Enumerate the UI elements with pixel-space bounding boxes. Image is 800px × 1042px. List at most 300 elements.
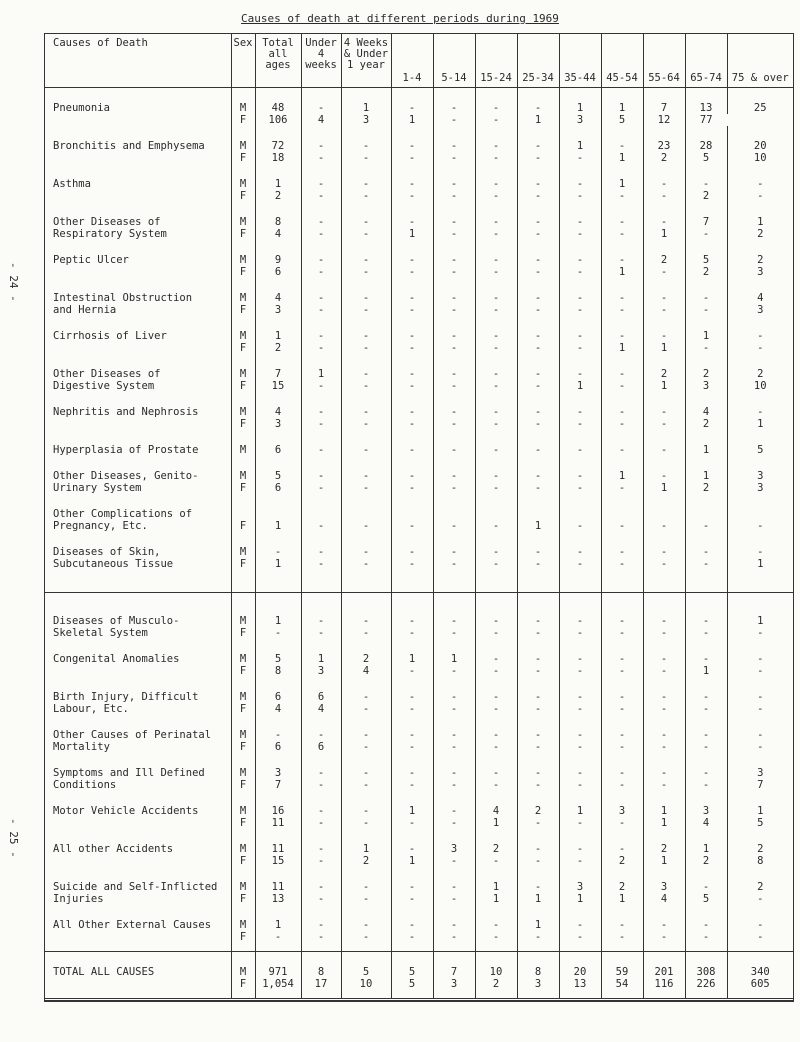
count-value: - bbox=[757, 741, 764, 753]
count-value: - bbox=[450, 767, 458, 779]
count-cell bbox=[559, 140, 601, 152]
count-cell bbox=[517, 330, 559, 342]
count-value: - bbox=[576, 558, 584, 570]
count-cell bbox=[517, 406, 559, 418]
count-cell bbox=[475, 729, 517, 741]
count-cell bbox=[643, 482, 685, 494]
count-cell bbox=[685, 304, 727, 316]
count-cell bbox=[301, 140, 341, 152]
count-value: - bbox=[534, 627, 542, 639]
cause-cell bbox=[45, 729, 231, 741]
count-cell bbox=[727, 779, 793, 791]
count-value: - bbox=[362, 627, 370, 639]
count-value: - bbox=[534, 418, 542, 430]
count-value: - bbox=[408, 767, 416, 779]
count-cell bbox=[643, 558, 685, 570]
count-cell bbox=[685, 931, 727, 943]
count-cell bbox=[255, 779, 301, 791]
count-cell bbox=[255, 817, 301, 829]
cause-label: Other Causes of Perinatal bbox=[53, 729, 212, 741]
count-cell bbox=[559, 627, 601, 639]
count-value: 4 bbox=[274, 292, 282, 304]
count-cell bbox=[559, 254, 601, 266]
count-cell bbox=[341, 254, 391, 266]
count-value: - bbox=[362, 418, 370, 430]
count-value: - bbox=[492, 703, 500, 715]
count-value: - bbox=[450, 931, 458, 943]
sex-label: M bbox=[239, 767, 247, 779]
count-cell bbox=[255, 368, 301, 380]
count-value: - bbox=[618, 368, 626, 380]
count-cell bbox=[559, 292, 601, 304]
count-cell bbox=[255, 140, 301, 152]
count-value: - bbox=[534, 228, 542, 240]
table-row bbox=[45, 615, 793, 627]
table-row bbox=[45, 216, 793, 228]
count-value: - bbox=[274, 729, 282, 741]
count-value: - bbox=[317, 767, 325, 779]
count-cell bbox=[517, 805, 559, 817]
header-age-label: 15-24 bbox=[480, 72, 512, 84]
spacer-row bbox=[45, 990, 793, 1000]
count-value: 2 bbox=[757, 843, 764, 855]
count-value: - bbox=[362, 406, 370, 418]
count-value: 2 bbox=[362, 653, 370, 665]
spacer-row bbox=[45, 715, 793, 729]
sex-label: M bbox=[239, 843, 247, 855]
count-cell bbox=[643, 292, 685, 304]
count-cell bbox=[685, 741, 727, 753]
count-cell bbox=[727, 342, 793, 354]
count-cell bbox=[391, 627, 433, 639]
count-value: - bbox=[492, 102, 500, 114]
count-cell bbox=[643, 140, 685, 152]
sex-label: M bbox=[239, 919, 247, 931]
count-cell bbox=[255, 342, 301, 354]
count-value: 3 bbox=[757, 470, 764, 482]
count-value: - bbox=[317, 406, 325, 418]
count-cell bbox=[475, 615, 517, 627]
count-cell bbox=[601, 966, 643, 978]
sex-cell bbox=[231, 978, 255, 990]
cause-cell bbox=[45, 966, 231, 978]
count-cell bbox=[433, 190, 475, 202]
count-cell bbox=[255, 102, 301, 114]
count-value: - bbox=[450, 470, 458, 482]
count-cell bbox=[601, 729, 643, 741]
count-value: - bbox=[660, 304, 668, 316]
cause-label: Other Diseases of bbox=[53, 368, 161, 380]
count-value: - bbox=[534, 741, 542, 753]
count-cell bbox=[301, 330, 341, 342]
count-cell bbox=[391, 342, 433, 354]
count-value: - bbox=[450, 482, 458, 494]
count-cell bbox=[433, 729, 475, 741]
count-cell bbox=[433, 470, 475, 482]
sex-cell bbox=[231, 691, 255, 703]
count-value: 11 bbox=[271, 843, 285, 855]
count-value: - bbox=[618, 653, 626, 665]
count-cell bbox=[341, 482, 391, 494]
count-value: - bbox=[362, 330, 370, 342]
count-value: - bbox=[534, 931, 542, 943]
count-cell bbox=[433, 558, 475, 570]
cause-cell bbox=[45, 741, 231, 753]
count-cell bbox=[475, 741, 517, 753]
table-row bbox=[45, 653, 793, 665]
count-value: - bbox=[660, 216, 668, 228]
count-cell bbox=[341, 558, 391, 570]
count-value: 2 bbox=[757, 881, 764, 893]
count-value: - bbox=[702, 304, 710, 316]
cause-label: Intestinal Obstruction bbox=[53, 292, 193, 304]
count-cell bbox=[391, 102, 433, 114]
count-value: 1 bbox=[492, 817, 500, 829]
count-value: - bbox=[408, 893, 416, 905]
count-value: - bbox=[618, 741, 626, 753]
count-value: 18 bbox=[271, 152, 285, 164]
count-cell bbox=[601, 102, 643, 114]
count-cell bbox=[685, 615, 727, 627]
count-cell bbox=[301, 817, 341, 829]
count-value: 3 bbox=[362, 114, 370, 126]
count-value: - bbox=[317, 615, 325, 627]
count-value: - bbox=[618, 817, 626, 829]
count-value: - bbox=[660, 292, 668, 304]
count-value: 8 bbox=[274, 216, 282, 228]
count-value: - bbox=[317, 470, 325, 482]
count-cell bbox=[601, 254, 643, 266]
table-row bbox=[45, 470, 793, 482]
cause-cell bbox=[45, 779, 231, 791]
count-value: 28 bbox=[699, 140, 713, 152]
spacer-row bbox=[45, 126, 793, 140]
count-cell bbox=[601, 190, 643, 202]
count-value: 54 bbox=[615, 978, 629, 990]
count-value: - bbox=[408, 406, 416, 418]
count-cell bbox=[685, 703, 727, 715]
count-value: 4 bbox=[317, 703, 325, 715]
count-cell bbox=[517, 508, 559, 520]
count-cell bbox=[727, 691, 793, 703]
count-cell bbox=[301, 729, 341, 741]
table-row bbox=[45, 546, 793, 558]
cause-label: Asthma bbox=[53, 178, 91, 190]
count-value: - bbox=[534, 190, 542, 202]
count-cell bbox=[341, 102, 391, 114]
cause-cell bbox=[45, 444, 231, 456]
header-age-group bbox=[475, 34, 517, 88]
count-value: - bbox=[576, 304, 584, 316]
count-value: 17 bbox=[314, 978, 328, 990]
sex-cell bbox=[231, 741, 255, 753]
cause-cell bbox=[45, 978, 231, 990]
count-value: - bbox=[408, 342, 416, 354]
sex-cell bbox=[231, 102, 255, 114]
sex-label: F bbox=[239, 779, 247, 791]
count-value: - bbox=[492, 855, 500, 867]
sex-cell bbox=[231, 216, 255, 228]
table-row bbox=[45, 254, 793, 266]
count-cell bbox=[475, 190, 517, 202]
count-value: - bbox=[534, 368, 542, 380]
count-cell bbox=[559, 444, 601, 456]
count-cell bbox=[341, 178, 391, 190]
count-cell bbox=[559, 691, 601, 703]
count-cell bbox=[391, 741, 433, 753]
spacer-row bbox=[45, 639, 793, 653]
count-value: - bbox=[408, 216, 416, 228]
header-total-line: Total bbox=[262, 37, 294, 49]
count-cell bbox=[643, 546, 685, 558]
count-cell bbox=[517, 558, 559, 570]
count-cell bbox=[301, 444, 341, 456]
count-value: - bbox=[362, 919, 370, 931]
count-value: - bbox=[576, 703, 584, 715]
count-cell bbox=[643, 729, 685, 741]
count-cell bbox=[341, 304, 391, 316]
count-cell bbox=[391, 691, 433, 703]
sex-label: F bbox=[239, 418, 247, 430]
count-cell bbox=[517, 665, 559, 677]
count-cell bbox=[255, 444, 301, 456]
count-cell bbox=[643, 855, 685, 867]
count-cell bbox=[391, 978, 433, 990]
count-value: - bbox=[317, 627, 325, 639]
count-value: 13 bbox=[699, 102, 713, 114]
sex-label: F bbox=[239, 380, 247, 392]
count-value: 1 bbox=[618, 266, 626, 278]
count-cell bbox=[301, 703, 341, 715]
count-cell bbox=[475, 546, 517, 558]
table-row bbox=[45, 508, 793, 520]
cause-label: Congenital Anomalies bbox=[53, 653, 180, 665]
count-cell bbox=[517, 615, 559, 627]
count-cell bbox=[433, 855, 475, 867]
count-value: - bbox=[534, 729, 542, 741]
count-cell bbox=[517, 653, 559, 665]
count-cell bbox=[341, 767, 391, 779]
cause-label: and Hernia bbox=[53, 304, 117, 316]
count-value: - bbox=[408, 418, 416, 430]
count-value: - bbox=[362, 444, 370, 456]
count-cell bbox=[301, 114, 341, 126]
cause-cell bbox=[45, 114, 231, 126]
count-value: - bbox=[450, 406, 458, 418]
count-cell bbox=[643, 817, 685, 829]
spacer-row bbox=[45, 943, 793, 952]
count-value: - bbox=[660, 520, 668, 532]
count-value: 3 bbox=[450, 978, 458, 990]
table-row bbox=[45, 330, 793, 342]
header-age-group bbox=[601, 34, 643, 88]
count-cell bbox=[391, 881, 433, 893]
sex-label: F bbox=[239, 703, 247, 715]
count-cell bbox=[433, 966, 475, 978]
count-value: - bbox=[576, 342, 584, 354]
count-cell bbox=[433, 520, 475, 532]
count-value: - bbox=[317, 893, 325, 905]
count-value: - bbox=[492, 266, 500, 278]
cause-label: TOTAL ALL CAUSES bbox=[53, 966, 155, 978]
count-cell bbox=[301, 893, 341, 905]
count-value: 2 bbox=[702, 855, 710, 867]
count-value: 8 bbox=[534, 966, 542, 978]
cause-cell bbox=[45, 418, 231, 430]
count-cell bbox=[601, 779, 643, 791]
count-cell bbox=[559, 216, 601, 228]
count-value: - bbox=[576, 178, 584, 190]
count-value: - bbox=[450, 855, 458, 867]
count-cell bbox=[643, 615, 685, 627]
count-value: - bbox=[492, 546, 500, 558]
count-value: 2 bbox=[274, 190, 282, 202]
count-cell bbox=[559, 482, 601, 494]
count-cell bbox=[391, 931, 433, 943]
sex-label: M bbox=[239, 292, 247, 304]
count-cell bbox=[475, 520, 517, 532]
count-value: - bbox=[576, 817, 584, 829]
count-value: - bbox=[702, 178, 710, 190]
count-value: - bbox=[450, 805, 458, 817]
count-value: - bbox=[408, 140, 416, 152]
count-cell bbox=[601, 508, 643, 520]
cause-cell bbox=[45, 342, 231, 354]
count-value: - bbox=[534, 558, 542, 570]
count-value: - bbox=[534, 266, 542, 278]
count-cell bbox=[643, 919, 685, 931]
count-value: 9 bbox=[274, 254, 282, 266]
count-value: - bbox=[618, 444, 626, 456]
table-row bbox=[45, 304, 793, 316]
count-cell bbox=[685, 966, 727, 978]
spacer-row bbox=[45, 456, 793, 470]
count-value: 3 bbox=[576, 114, 584, 126]
spacer-row bbox=[45, 240, 793, 254]
table-row bbox=[45, 558, 793, 570]
cause-cell bbox=[45, 482, 231, 494]
header-weeks_year-line: & Under bbox=[343, 48, 389, 60]
count-value: - bbox=[408, 330, 416, 342]
count-cell bbox=[685, 418, 727, 430]
count-cell bbox=[643, 741, 685, 753]
count-cell bbox=[601, 520, 643, 532]
count-cell bbox=[341, 216, 391, 228]
total-row bbox=[45, 978, 793, 990]
count-cell bbox=[559, 102, 601, 114]
count-value: 15 bbox=[271, 380, 285, 392]
count-cell bbox=[559, 703, 601, 715]
table-row bbox=[45, 102, 793, 114]
count-cell bbox=[475, 919, 517, 931]
cause-cell bbox=[45, 102, 231, 114]
count-cell bbox=[301, 691, 341, 703]
count-value: 8 bbox=[757, 855, 764, 867]
spacer-row bbox=[45, 316, 793, 330]
count-value: - bbox=[450, 741, 458, 753]
count-cell bbox=[255, 418, 301, 430]
count-cell bbox=[559, 893, 601, 905]
count-value: - bbox=[408, 665, 416, 677]
count-value: 2 bbox=[534, 805, 542, 817]
count-value: 16 bbox=[271, 805, 285, 817]
count-cell bbox=[517, 482, 559, 494]
count-value: 201 bbox=[654, 966, 674, 978]
count-cell bbox=[685, 114, 727, 126]
count-cell bbox=[727, 216, 793, 228]
count-value: - bbox=[576, 627, 584, 639]
count-cell bbox=[475, 881, 517, 893]
spacer-row bbox=[45, 164, 793, 178]
count-value: - bbox=[362, 767, 370, 779]
count-cell bbox=[433, 152, 475, 164]
header-total bbox=[255, 34, 301, 88]
count-value: 340 bbox=[750, 966, 770, 978]
count-value: 1 bbox=[757, 805, 764, 817]
count-value: 1 bbox=[702, 470, 710, 482]
sex-label: F bbox=[239, 665, 247, 677]
count-value: - bbox=[362, 817, 370, 829]
count-cell bbox=[341, 292, 391, 304]
cause-label: Labour, Etc. bbox=[53, 703, 129, 715]
spacer-row bbox=[45, 354, 793, 368]
count-cell bbox=[475, 653, 517, 665]
header-under4-line: Under bbox=[305, 37, 337, 49]
count-cell bbox=[341, 881, 391, 893]
count-cell bbox=[301, 292, 341, 304]
header-weeks_year-line: 4 Weeks bbox=[343, 37, 389, 49]
count-cell bbox=[643, 508, 685, 520]
count-cell bbox=[601, 843, 643, 855]
count-value: - bbox=[492, 627, 500, 639]
count-cell bbox=[433, 627, 475, 639]
header-under4 bbox=[301, 34, 341, 88]
count-value: - bbox=[534, 330, 542, 342]
count-value: 1 bbox=[757, 615, 764, 627]
count-cell bbox=[433, 444, 475, 456]
cause-label: Bronchitis and Emphysema bbox=[53, 140, 205, 152]
table-row bbox=[45, 444, 793, 456]
count-value: - bbox=[362, 558, 370, 570]
count-cell bbox=[391, 508, 433, 520]
table-row bbox=[45, 729, 793, 741]
count-cell bbox=[391, 444, 433, 456]
count-value: - bbox=[450, 691, 458, 703]
count-cell bbox=[341, 893, 391, 905]
count-value: 2 bbox=[757, 228, 764, 240]
header-row bbox=[45, 34, 793, 88]
count-cell bbox=[643, 931, 685, 943]
count-value: 5 bbox=[274, 653, 282, 665]
header-age-label: 75 & over bbox=[731, 72, 789, 84]
sex-cell bbox=[231, 342, 255, 354]
count-cell bbox=[727, 741, 793, 753]
count-cell bbox=[727, 292, 793, 304]
count-cell bbox=[391, 482, 433, 494]
header-cause-label: Causes of Death bbox=[53, 37, 148, 49]
count-value: - bbox=[317, 140, 325, 152]
count-cell bbox=[727, 330, 793, 342]
count-value: - bbox=[408, 380, 416, 392]
count-value: - bbox=[317, 228, 325, 240]
count-value: 4 bbox=[660, 893, 668, 905]
count-cell bbox=[643, 216, 685, 228]
count-value: - bbox=[408, 190, 416, 202]
count-cell bbox=[601, 292, 643, 304]
count-value: - bbox=[362, 805, 370, 817]
count-value: - bbox=[362, 931, 370, 943]
count-cell bbox=[255, 931, 301, 943]
